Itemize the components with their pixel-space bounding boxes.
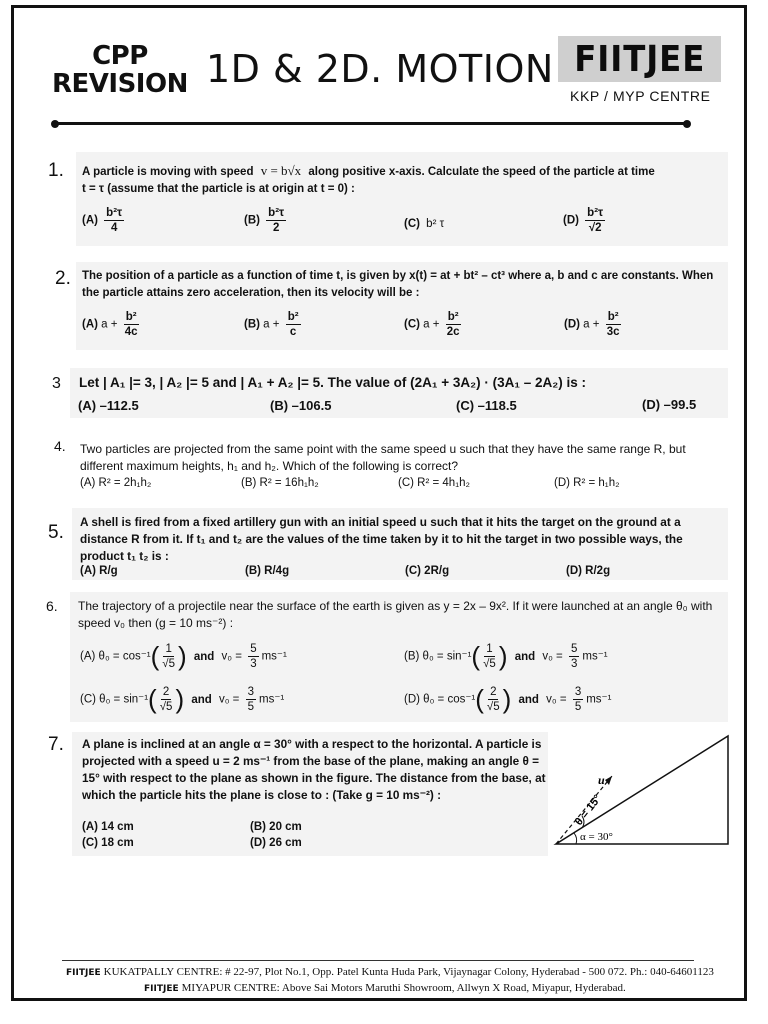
denominator: c [289, 326, 297, 338]
option-label: (B) [250, 821, 266, 833]
numerator: b² [287, 311, 299, 323]
fraction [124, 310, 139, 339]
option-value: 14 cm [101, 821, 134, 833]
logo-text: FIITJEE [574, 38, 705, 80]
option-label: (D) [566, 565, 582, 577]
denominator: √5 [162, 658, 176, 670]
option-label: (C) [405, 565, 421, 577]
footer-brand: FIITJEE [144, 984, 179, 994]
unit: ms⁻¹ [259, 693, 285, 706]
close-paren: ) [502, 684, 512, 714]
q6-option-d[interactable] [404, 684, 611, 715]
alpha-arc [574, 833, 577, 844]
denominator: 3 [570, 658, 578, 670]
denominator: 5 [247, 701, 255, 713]
q3-option-d[interactable] [642, 397, 696, 412]
footer-line-2 [144, 982, 626, 994]
alpha-label: α = 30° [580, 831, 613, 843]
denominator: 5 [574, 701, 582, 713]
fraction [487, 685, 500, 714]
option-label: (D) [563, 214, 579, 227]
and-text: and [518, 693, 539, 706]
option-value: R² = 2h₁h₂ [98, 477, 152, 489]
option-value: R/4g [264, 565, 290, 577]
question-6-number: 6. [46, 598, 58, 614]
v0-text: v₀ = [218, 693, 240, 706]
q4-option-c[interactable] [398, 477, 470, 489]
q6-option-a[interactable] [80, 641, 287, 672]
numerator: 2 [162, 686, 170, 698]
unit: ms⁻¹ [582, 650, 608, 663]
numerator: 2 [490, 686, 497, 698]
option-value: R/2g [585, 565, 611, 577]
unit: ms⁻¹ [586, 693, 612, 706]
question-3-text: Let | A₁ |= 3, | A₂ |= 5 and | A₁ + A₂ |= 5. The value of (2A₁ + 3A₂) · (3A₁ – 2A₂) is : [79, 375, 586, 390]
unit: ms⁻¹ [261, 650, 287, 663]
q2-option-d[interactable] [564, 310, 624, 339]
numerator: 3 [574, 686, 582, 698]
centre-label: KKP / MYP CENTRE [570, 88, 711, 104]
option-label: (B) [245, 565, 261, 577]
q1-option-a[interactable] [82, 206, 127, 235]
q2-option-a[interactable] [82, 310, 142, 339]
option-value: R² = 4h₁h₂ [417, 477, 470, 489]
option-function: θ₀ = cos⁻¹ [423, 693, 476, 706]
option-function: θ₀ = cos⁻¹ [98, 650, 151, 663]
option-label: (C) [398, 477, 414, 489]
option-function: θ₀ = sin⁻¹ [99, 693, 149, 706]
q2-option-b[interactable] [244, 310, 304, 339]
question-2-number: 2. [55, 268, 71, 289]
denominator: √5 [483, 658, 496, 670]
footer-rule [62, 960, 694, 961]
q3-option-c[interactable] [456, 398, 517, 413]
q7-option-c[interactable] [82, 837, 134, 849]
q2-option-c[interactable] [404, 310, 464, 339]
footer-kukatpally: KUKATPALLY CENTRE: # 22-97, Plot No.1, Opp. Patel Kunta Huda Park, Vijaynagar Colony, Hyderabad - 500 072. Ph.: 040-64601123 [103, 966, 714, 978]
option-label: (B) [244, 318, 260, 331]
option-label: (B) [244, 214, 260, 227]
option-label: (C) [82, 837, 98, 849]
fraction [606, 310, 621, 339]
numerator: b² [447, 311, 459, 323]
inclined-plane-figure [552, 730, 732, 850]
fraction [104, 206, 124, 235]
fraction [446, 310, 461, 339]
question-5-text: A shell is fired from a fixed artillery gun with an initial speed u such that it hits the target on the ground at a distance R from it. If t₁ and t₂ are the values of the time taken by it to hit the target in two possible ways, the product t₁ t₂ is : [80, 515, 683, 563]
option-function: θ₀ = sin⁻¹ [422, 650, 472, 663]
option-label: (A) [78, 398, 97, 413]
question-7-number: 7. [48, 734, 64, 755]
option-value: 20 cm [269, 821, 302, 833]
fiitjee-logo [558, 36, 721, 82]
q1-formula: v = b√x [260, 163, 302, 178]
question-7-text: A plane is inclined at an angle α = 30° with a respect to the horizontal. A particle is projected with a speed u = 2 ms⁻¹ from the base of the plane, making an angle θ = 15° with respect to the plane as shown in the figure. The distance from the base, at which the particle hits the plane is close to : (Take g = 10 ms⁻²) : [82, 737, 546, 802]
option-label: (A) [82, 821, 98, 833]
and-text: and [191, 693, 212, 706]
q7-option-a[interactable] [82, 821, 134, 833]
q4-option-b[interactable] [241, 477, 319, 489]
denominator: 3c [606, 326, 620, 338]
option-label: (C) [404, 318, 420, 331]
q7-option-b[interactable] [250, 821, 302, 833]
footer-miyapur: MIYAPUR CENTRE: Above Sai Motors Maruthi Showroom, Allwyn X Road, Miyapur, Hyderabad. [181, 982, 626, 994]
numerator: b² [125, 311, 137, 323]
fraction [266, 206, 286, 235]
numerator: b² [607, 311, 619, 323]
option-prefix: a + [263, 318, 280, 331]
option-value: R/g [99, 565, 118, 577]
denominator: 4 [110, 222, 118, 234]
open-paren: ( [471, 641, 481, 671]
option-label: (C) [80, 693, 96, 706]
u-label: u [598, 773, 605, 787]
option-label: (D) [564, 318, 580, 331]
q5-option-d[interactable] [566, 565, 610, 577]
option-label: (A) [82, 214, 98, 227]
numerator: b²τ [587, 207, 604, 219]
option-value: R² = h₁h₂ [573, 477, 620, 489]
rule-right-dot [683, 120, 691, 128]
option-label: (C) [456, 398, 475, 413]
close-paren: ) [178, 641, 187, 671]
q3-option-a[interactable] [78, 398, 139, 413]
option-value: 18 cm [101, 837, 134, 849]
theta-label: θ = 15° [572, 792, 604, 828]
denominator: √5 [486, 701, 500, 713]
fraction [248, 642, 258, 671]
option-label: (A) [80, 565, 96, 577]
option-label: (D) [642, 397, 661, 412]
open-paren: ( [150, 641, 160, 671]
option-label: (B) [241, 477, 257, 489]
open-paren: ( [475, 684, 484, 714]
numerator: 3 [247, 686, 255, 698]
q3-option-b[interactable] [270, 398, 331, 413]
v0-text: v₀ = [221, 650, 242, 663]
fraction [585, 206, 605, 235]
option-label: (C) [404, 218, 420, 230]
open-paren: ( [148, 684, 157, 714]
denominator: 2 [272, 222, 280, 234]
denominator: √2 [588, 222, 602, 234]
question-2-text: The position of a particle as a function of time t, is given by x(t) = at + bt² – ct³ where a, b and c are constants. When the particle attains zero acceleration, then its velocity will be : [82, 270, 714, 299]
q5-option-b[interactable] [245, 565, 289, 577]
cpp-line2: REVISION [52, 69, 188, 99]
q1-option-b[interactable] [244, 206, 289, 235]
q7-option-d[interactable] [250, 837, 302, 849]
q1-text-c: t = τ (assume that the particle is at origin at t = 0) : [82, 183, 355, 195]
option-prefix: a + [583, 318, 600, 331]
question-6-text: The trajectory of a projectile near the surface of the earth is given as y = 2x – 9x². If it were launched at an angle θ₀ with speed v₀ then (g = 10 ms⁻²) : [78, 599, 713, 630]
option-label: (A) [80, 650, 96, 663]
denominator: 4c [124, 326, 138, 338]
numerator: 5 [250, 643, 257, 655]
option-value: –106.5 [291, 398, 332, 413]
and-text: and [514, 650, 536, 663]
numerator: b²τ [106, 207, 123, 219]
option-prefix: a + [101, 318, 118, 331]
fraction [162, 642, 175, 671]
option-value: 26 cm [269, 837, 302, 849]
option-label: (D) [404, 693, 420, 706]
option-label: (B) [270, 398, 289, 413]
close-paren: ) [175, 684, 185, 714]
fraction [483, 642, 496, 671]
question-5-number: 5. [48, 522, 64, 543]
numerator: 1 [486, 643, 493, 655]
v0-text: v₀ = [542, 650, 563, 663]
option-value: –99.5 [663, 397, 697, 412]
option-value: b² τ [426, 218, 445, 230]
numerator: 1 [165, 643, 172, 655]
close-paren: ) [498, 641, 508, 671]
fraction [573, 685, 583, 714]
cpp-revision-label [52, 42, 188, 98]
fraction [286, 310, 301, 339]
option-label: (D) [250, 837, 266, 849]
option-value: –118.5 [477, 398, 517, 413]
question-3-number: 3 [52, 375, 61, 392]
option-label: (D) [554, 477, 570, 489]
fraction [569, 642, 579, 671]
question-1-number: 1. [48, 160, 64, 181]
q1-text-a: A particle is moving with speed [82, 166, 254, 178]
cpp-line1: CPP [92, 41, 148, 71]
denominator: 2c [446, 326, 460, 338]
page-title: 1D & 2D. MOTION [206, 47, 554, 91]
footer-line-1 [66, 966, 714, 978]
option-value: 2R/g [424, 565, 450, 577]
footer-brand: FIITJEE [66, 968, 101, 978]
and-text: and [193, 650, 215, 663]
fraction [160, 685, 173, 714]
q1-option-c[interactable] [404, 218, 444, 230]
question-1-text [82, 162, 727, 198]
q4-option-a[interactable] [80, 477, 151, 489]
q5-option-a[interactable] [80, 565, 118, 577]
option-label: (A) [80, 477, 96, 489]
option-value: R² = 16h₁h₂ [259, 477, 319, 489]
question-4-number: 4. [54, 438, 66, 454]
denominator: 3 [250, 658, 257, 670]
option-value: –112.5 [99, 398, 139, 413]
q1-option-d[interactable] [563, 206, 608, 235]
q6-option-b[interactable] [404, 641, 608, 672]
q5-option-c[interactable] [405, 565, 449, 577]
numerator: b²τ [268, 207, 285, 219]
header-rule [55, 122, 687, 125]
numerator: 5 [570, 643, 578, 655]
denominator: √5 [159, 701, 173, 713]
q4-option-d[interactable] [554, 477, 620, 489]
fraction [246, 685, 256, 714]
q6-option-c[interactable] [80, 684, 284, 715]
option-label: (A) [82, 318, 98, 331]
question-4-text: Two particles are projected from the same point with the same speed u such that they have the same range R, but different maximum heights, h₁ and h₂. Which of the following is correct? [80, 442, 686, 473]
q1-text-b: along positive x-axis. Calculate the speed of the particle at time [308, 166, 655, 178]
option-prefix: a + [423, 318, 440, 331]
v0-text: v₀ = [546, 693, 567, 706]
option-label: (B) [404, 650, 420, 663]
